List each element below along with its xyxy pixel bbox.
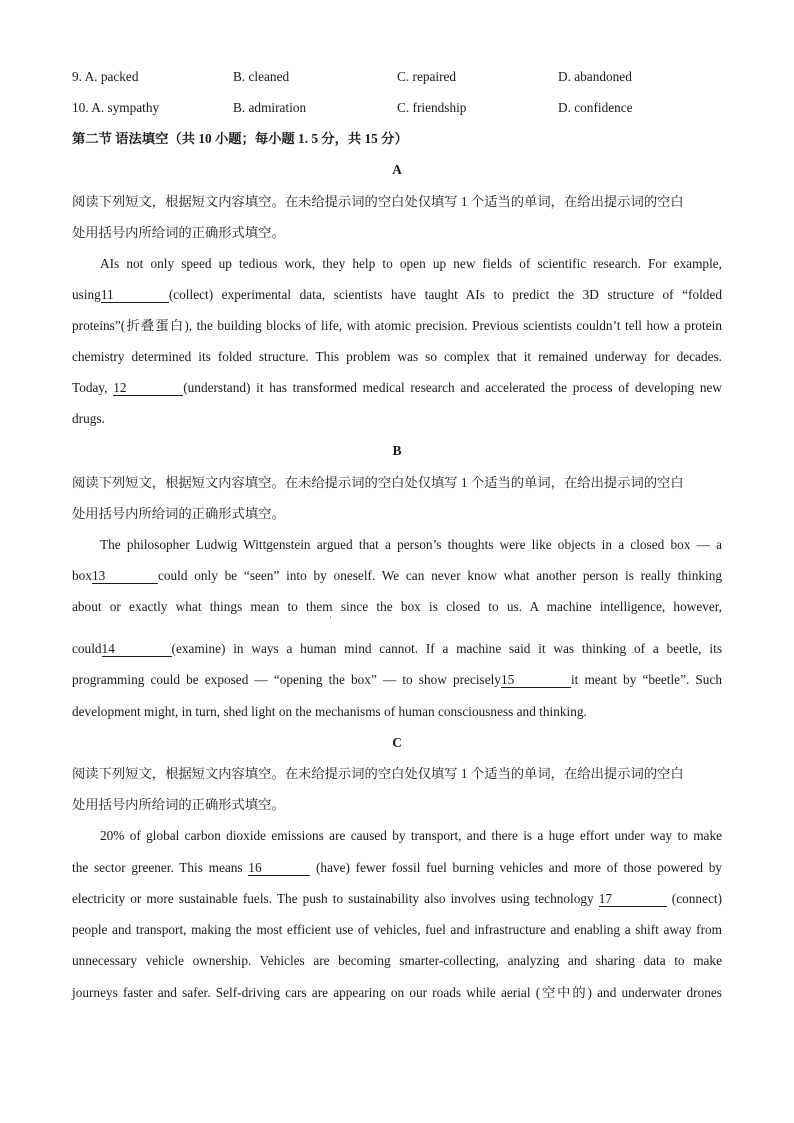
- passage-b-heading: B: [392, 443, 402, 458]
- stray-mark: ': [330, 615, 332, 624]
- passage-c-line6: journeys faster and safer. Self-driving cars are appearing on our roads while aerial (空中的) and underwater drones: [72, 985, 722, 1000]
- section-title: 第二节 语法填空（共 10 小题；每小题 1. 5 分，共 15 分）: [72, 131, 408, 146]
- passage-c-line5: unnecessary vehicle ownership. Vehicles are becoming smarter-collecting, analyzing and sharing data to make: [72, 953, 722, 968]
- blank-11[interactable]: 11: [101, 288, 169, 303]
- option-10c: C. friendship: [397, 100, 467, 115]
- passage-b-line2: box13 could only be “seen” into by oneself. We can never know what another person is really thinking: [72, 568, 722, 583]
- blank-14[interactable]: 14: [102, 642, 172, 657]
- passage-c-heading: C: [392, 735, 402, 750]
- passage-b-line5: programming could be exposed — “opening the box” — to show precisely15 it meant by “beetle”. Such: [72, 672, 723, 687]
- option-9c: C. repaired: [397, 69, 457, 84]
- passage-c-line4: people and transport, making the most efficient use of vehicles, fuel and infrastructure and enabling a shift away from: [72, 922, 722, 937]
- blank-13[interactable]: 13: [92, 569, 158, 584]
- passage-a-line1: AIs not only speed up tedious work, they help to open up new fields of scientific research. For example,: [100, 256, 722, 271]
- option-9a: 9. A. packed: [72, 69, 139, 84]
- passage-a-heading: A: [392, 162, 402, 177]
- instruction-a-line1: 阅读下列短文，根据短文内容填空。在未给提示词的空白处仅填写 1 个适当的单词，在给出提示词的空白: [72, 194, 684, 209]
- blank-12[interactable]: 12: [113, 381, 183, 396]
- passage-a-line3: proteins”(折叠蛋白), the building blocks of life, with atomic precision. Previous scientists couldn’t tell how a protein: [72, 318, 722, 333]
- option-10a: 10. A. sympathy: [72, 100, 160, 115]
- passage-a-line4: chemistry determined its folded structure. This problem was so complex that it remained underway for decades.: [72, 349, 722, 364]
- passage-b-line3: about or exactly what things mean to them since the box is closed to us. A machine intelligence, however,: [72, 599, 722, 614]
- passage-c-line2: the sector greener. This means 16 (have) fewer fossil fuel burning vehicles and more of those powered by: [72, 860, 723, 875]
- passage-c-line3: electricity or more sustainable fuels. The push to sustainability also involves using technology 17 (connect): [72, 891, 722, 906]
- instruction-a-line2: 处用括号内所给词的正确形式填空。: [72, 225, 285, 240]
- passage-c-line1: 20% of global carbon dioxide emissions are caused by transport, and there is a huge effort under way to make: [100, 828, 722, 843]
- instruction-b-line2: 处用括号内所给词的正确形式填空。: [72, 506, 285, 521]
- instruction-b-line1: 阅读下列短文，根据短文内容填空。在未给提示词的空白处仅填写 1 个适当的单词，在给出提示词的空白: [72, 475, 684, 490]
- passage-a-line6: drugs.: [72, 411, 105, 426]
- instruction-c-line2: 处用括号内所给词的正确形式填空。: [72, 797, 285, 812]
- passage-a-line2: using11 (collect) experimental data, scientists have taught AIs to predict the 3D structure of “folded: [72, 287, 722, 302]
- passage-b-line1: The philosopher Ludwig Wittgenstein argued that a person’s thoughts were like objects in a closed box — a: [100, 537, 722, 552]
- option-9b: B. cleaned: [233, 69, 290, 84]
- passage-a-line5: Today, 12 (understand) it has transformed medical research and accelerated the process of developing new: [72, 380, 722, 395]
- passage-b-line6: development might, in turn, shed light on the mechanisms of human consciousness and thinking.: [72, 704, 587, 719]
- instruction-c-line1: 阅读下列短文，根据短文内容填空。在未给提示词的空白处仅填写 1 个适当的单词，在给出提示词的空白: [72, 766, 684, 781]
- passage-b-line4: could14 (examine) in ways a human mind cannot. If a machine said it was thinking of a beetle, its: [72, 641, 722, 656]
- blank-17[interactable]: 17: [599, 892, 667, 907]
- option-10b: B. admiration: [233, 100, 307, 115]
- option-10d: D. confidence: [558, 100, 633, 115]
- blank-16[interactable]: 16: [248, 861, 310, 876]
- blank-15[interactable]: 15: [501, 673, 571, 688]
- option-9d: D. abandoned: [558, 69, 632, 84]
